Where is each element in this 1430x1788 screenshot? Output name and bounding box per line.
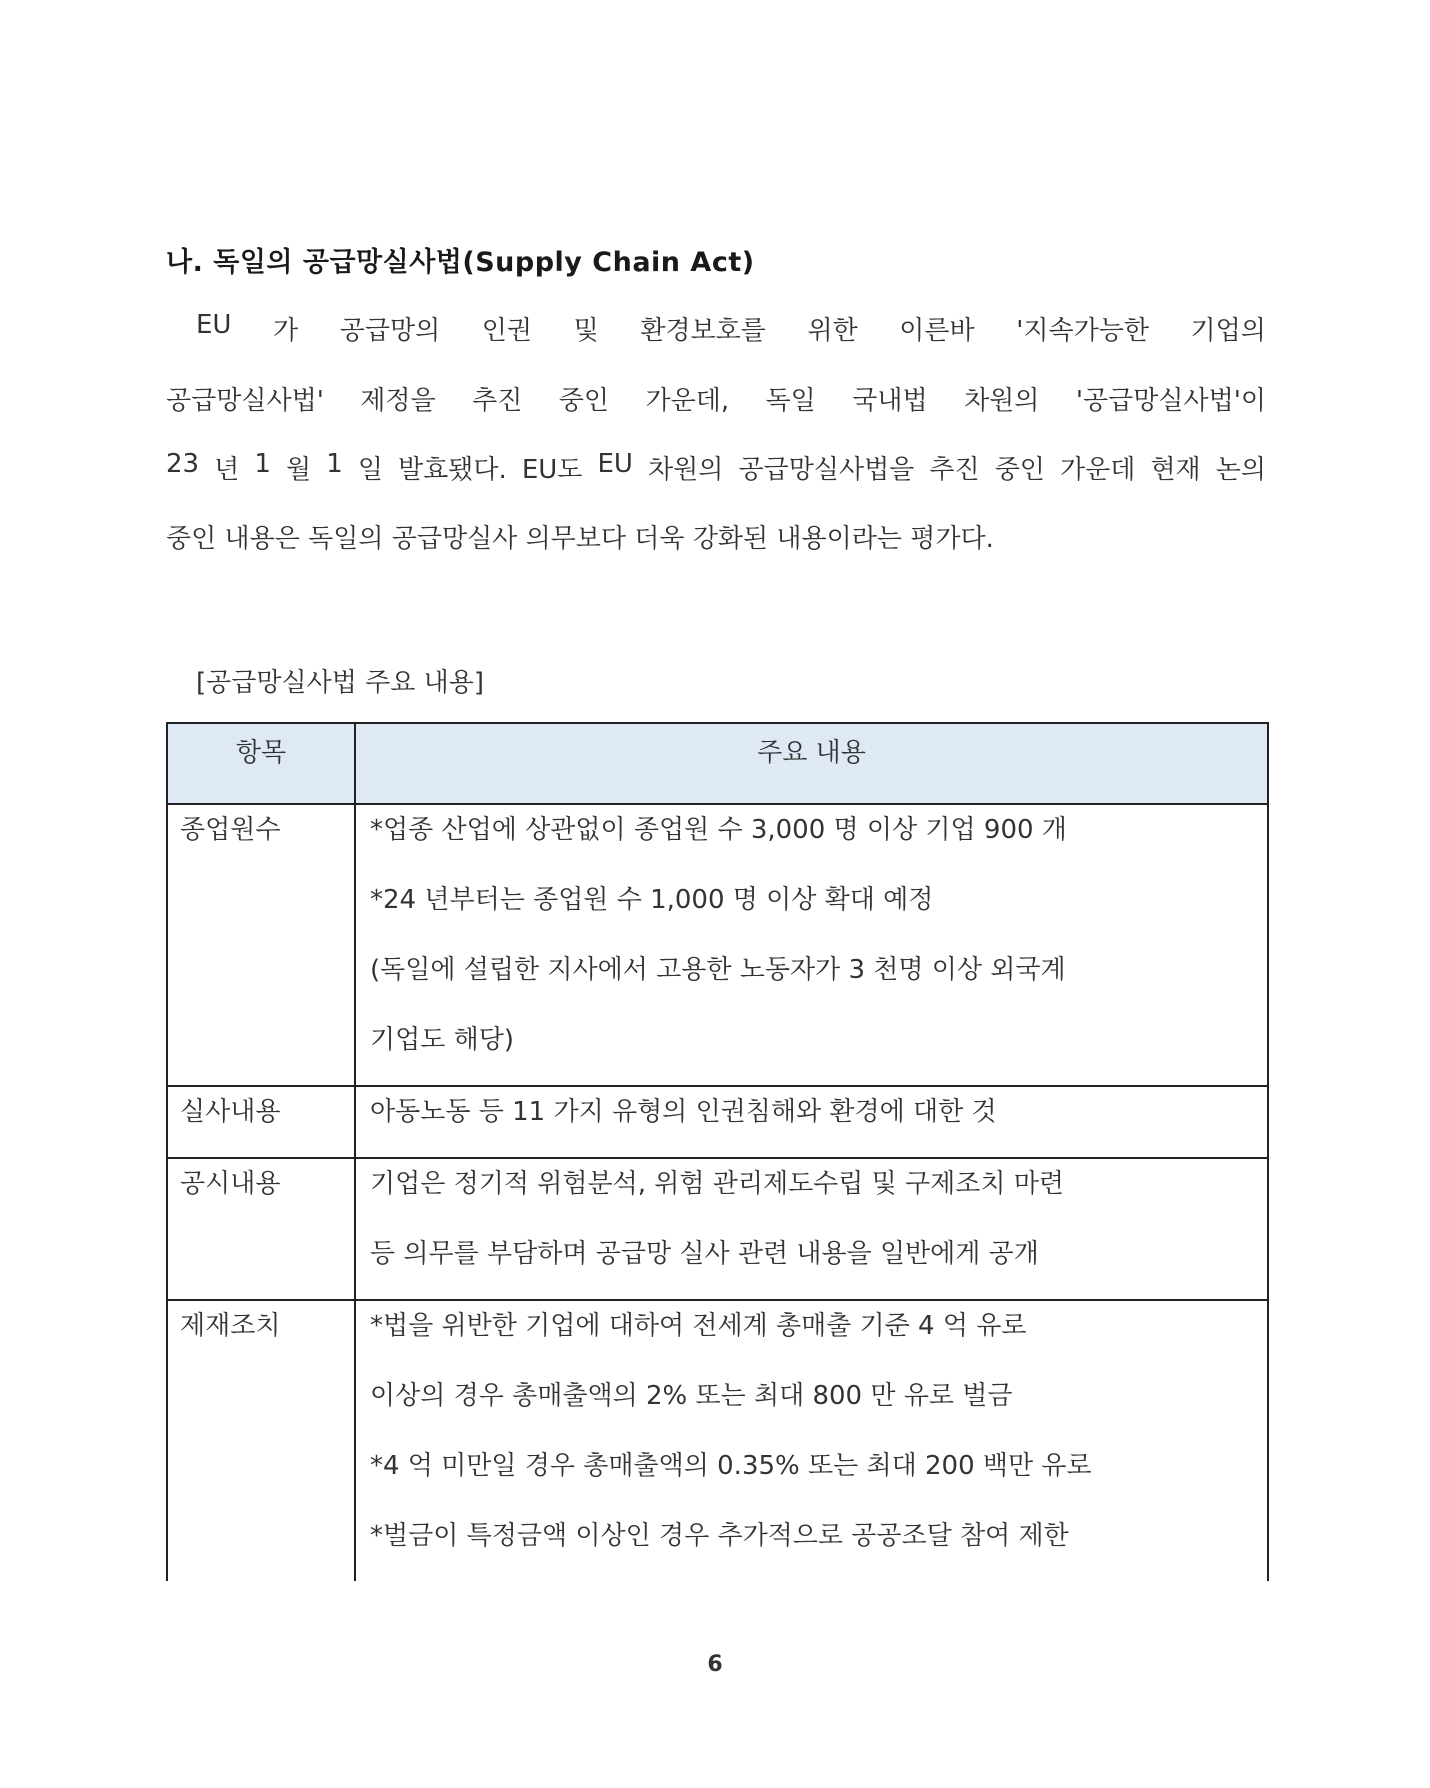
- word: 추진: [929, 455, 980, 485]
- word: 공급망실사법을: [738, 455, 915, 485]
- content-line: *24 년부터는 종업원 수 1,000 명 이상 확대 예정: [370, 885, 934, 915]
- word: 차원의: [964, 386, 1040, 416]
- word: 가: [273, 316, 299, 346]
- word: 이른바: [899, 316, 975, 346]
- row-content-employees: [355, 804, 1268, 1086]
- content-line: 기업은 정기적 위험분석, 위험 관리제도수립 및 구제조치 마련: [370, 1169, 1065, 1199]
- row-item-due-diligence: [167, 1086, 355, 1158]
- word: 가운데: [1060, 455, 1136, 485]
- row-content-due-diligence: [355, 1086, 1268, 1158]
- supply-chain-act-table: [166, 722, 1269, 1581]
- word: 가운데,: [645, 386, 730, 416]
- section-heading: 나. 독일의 공급망실사법(Supply Chain Act): [166, 247, 755, 278]
- word: 중인: [994, 455, 1045, 485]
- word: 년: [214, 455, 240, 485]
- word: 위한: [807, 316, 858, 346]
- row-item-sanctions: [167, 1300, 355, 1581]
- word: 차원의: [648, 455, 724, 485]
- word: 23: [166, 449, 200, 479]
- word: 인권: [481, 316, 533, 346]
- table-header-item: 항목: [167, 723, 355, 804]
- row-item-employees: [167, 804, 355, 1086]
- row-content-sanctions: [355, 1300, 1268, 1581]
- word: EU: [597, 449, 633, 479]
- content-line: *4 억 미만일 경우 총매출액의 0.35% 또는 최대 200 백만 유로: [370, 1451, 1092, 1481]
- word: 중인: [558, 386, 610, 416]
- row-item-label: 종업원수: [180, 815, 281, 845]
- page-number: 6: [707, 1652, 723, 1677]
- content-line: 아동노동 등 11 가지 유형의 인권침해와 환경에 대한 것: [370, 1097, 997, 1127]
- table-row: [167, 1300, 1268, 1581]
- row-content-disclosure: [355, 1158, 1268, 1300]
- word: '공급망실사법'이: [1075, 386, 1266, 416]
- word: 환경보호를: [640, 316, 766, 346]
- word: EU: [196, 310, 232, 340]
- word: 공급망의: [339, 316, 441, 346]
- content-line: (독일에 설립한 지사에서 고용한 노동자가 3 천명 이상 외국계: [370, 955, 1066, 985]
- row-item-label: 실사내용: [180, 1097, 281, 1127]
- content-line: *법을 위반한 기업에 대하여 전세계 총매출 기준 4 억 유로: [370, 1311, 1027, 1341]
- word: 일: [357, 455, 383, 485]
- table-row: [167, 1158, 1268, 1300]
- content-line: *업종 산업에 상관없이 종업원 수 3,000 명 이상 기업 900 개: [370, 815, 1067, 845]
- word: EU도: [521, 455, 583, 485]
- content-line: 이상의 경우 총매출액의 2% 또는 최대 800 만 유로 벌금: [370, 1381, 1013, 1411]
- word: 공급망실사법': [166, 386, 324, 416]
- content-line: 기업도 해당): [370, 1025, 514, 1055]
- word: '지속가능한: [1016, 316, 1149, 346]
- word: 추진: [472, 386, 523, 416]
- word: 발효됐다.: [398, 455, 507, 485]
- word: 국내법: [852, 386, 928, 416]
- table-header-content: 주요 내용: [355, 723, 1268, 804]
- row-item-label: 제재조치: [180, 1311, 281, 1341]
- table-header-row: [167, 723, 1268, 804]
- table-caption: [공급망실사법 주요 내용]: [196, 668, 484, 698]
- row-item-disclosure: [167, 1158, 355, 1300]
- content-line: *벌금이 특정금액 이상인 경우 추가적으로 공공조달 참여 제한: [370, 1521, 1069, 1551]
- row-item-label: 공시내용: [180, 1169, 281, 1199]
- table-row: [167, 1086, 1268, 1158]
- word: 제정을: [360, 386, 436, 416]
- table-row: [167, 804, 1268, 1086]
- word: 월: [286, 455, 312, 485]
- word: 1: [254, 449, 271, 479]
- word: 및: [573, 316, 599, 346]
- paragraph-line-3: [166, 449, 1266, 486]
- word: 1: [326, 449, 343, 479]
- content-line: 등 의무를 부담하며 공급망 실사 관련 내용을 일반에게 공개: [370, 1239, 1039, 1269]
- word: 현재: [1150, 455, 1201, 485]
- word: 독일: [765, 386, 816, 416]
- paragraph-line-2: [166, 380, 1266, 417]
- paragraph-line-4: 중인 내용은 독일의 공급망실사 의무보다 더욱 강화된 내용이라는 평가다.: [166, 524, 994, 554]
- word: 논의: [1215, 455, 1266, 485]
- paragraph-line-1: [166, 310, 1266, 347]
- word: 기업의: [1190, 316, 1266, 346]
